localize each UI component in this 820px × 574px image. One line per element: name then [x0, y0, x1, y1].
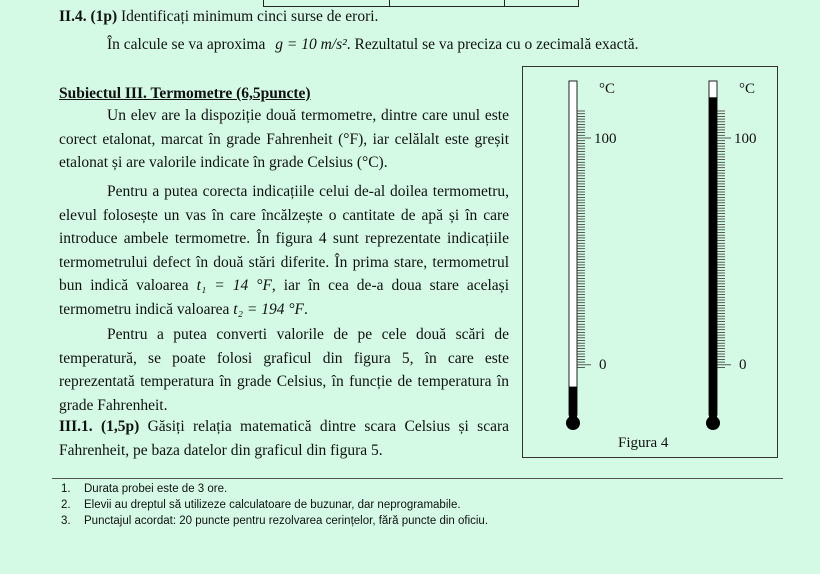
section-ii4-instruction: Identificați minimum cinci surse de erori. — [121, 8, 379, 25]
previous-table-divider — [389, 0, 390, 6]
thermometer-fluid — [569, 387, 577, 419]
g-equation: g = 10 m/s² — [275, 36, 347, 53]
label-100: 100 — [594, 131, 617, 147]
approx-before: În calcule se va aproxima — [107, 36, 266, 53]
thermometer-1 — [566, 81, 617, 430]
thermometer-tube — [569, 81, 577, 415]
paragraph-2-c: . — [304, 300, 308, 318]
thermometer-scale — [717, 111, 731, 368]
footer-num-3: 3. — [61, 515, 71, 527]
label-0: 0 — [739, 357, 747, 373]
paragraph-2-b: , iar în cea de-a doua stare același termometru indică valoarea — [59, 277, 510, 318]
question-iii1-heading: III.1. (1,5p) — [59, 418, 140, 435]
footer-num-2: 2. — [61, 499, 71, 511]
footer-text-3: Punctajul acordat: 20 puncte pentru rezolvarea cerințelor, fără puncte din oficiu. — [84, 515, 489, 527]
label-0: 0 — [599, 357, 607, 373]
paragraph-3: Pentru a putea converti valorile de pe cele două scări de temperatură, se poate folosi graficul din figura 5, în care este reprezentată temperatura în grade Celsius, în funcție de temperatura în grade Fahrenheit. — [59, 326, 509, 414]
figure-4-box — [522, 66, 778, 458]
footer-divider — [52, 478, 783, 479]
section-ii4-heading: II.4. (1p) — [59, 8, 118, 25]
footer-text-1: Durata probei este de 3 ore. — [84, 483, 228, 495]
section-ii4-line1 — [59, 5, 378, 29]
approx-after: . Rezultatul se va preciza cu o zecimală exactă. — [346, 36, 639, 53]
section-iii-title: Subiectul III. Termometre (6,5puncte) — [59, 85, 311, 102]
paragraph-2-a: Pentru a putea corecta indicațiile celui de-al doilea termometru, elevul folosește un vas în care încălzește o cantitate de apă și în care introduce ambele termometre. În figura 4 sunt reprezentate indicațiile termometrului defect în două stări diferite. În prima stare, termometrul bun indică valoarea — [59, 183, 509, 294]
question-iii1 — [59, 415, 509, 462]
footer-text-2: Elevii au dreptul să utilizeze calculatoare de buzunar, dar neprogramabile. — [84, 499, 461, 511]
unit-label: °C — [599, 81, 616, 97]
figure-4-thermometers — [523, 67, 777, 457]
thermometer-2 — [706, 81, 757, 430]
thermometer-fluid — [709, 97, 717, 419]
footer-num-1: 1. — [61, 483, 71, 495]
thermometer-scale — [577, 111, 591, 368]
label-100: 100 — [734, 131, 757, 147]
t2-equation: t₂ = 194 °F — [233, 300, 304, 318]
section-ii4-line2 — [107, 33, 639, 57]
paragraph-1: Un elev are la dispoziție două termometre, dintre care unul este corect etalonat, marcat în grade Fahrenheit (°F), iar celălalt este greșit etalonat și are valorile indicate în grade Celsius (°C). — [59, 107, 509, 171]
previous-table-divider — [504, 0, 505, 6]
figure-caption: Figura 4 — [618, 435, 669, 451]
question-iii1-text: Găsiți relația matematică dintre scara Celsius și scara Fahrenheit, pe baza datelor din graficul din figura 5. — [59, 418, 509, 459]
unit-label: °C — [739, 81, 756, 97]
paragraph-2 — [59, 180, 509, 321]
t1-equation: t₁ = 14 °F — [196, 277, 272, 294]
